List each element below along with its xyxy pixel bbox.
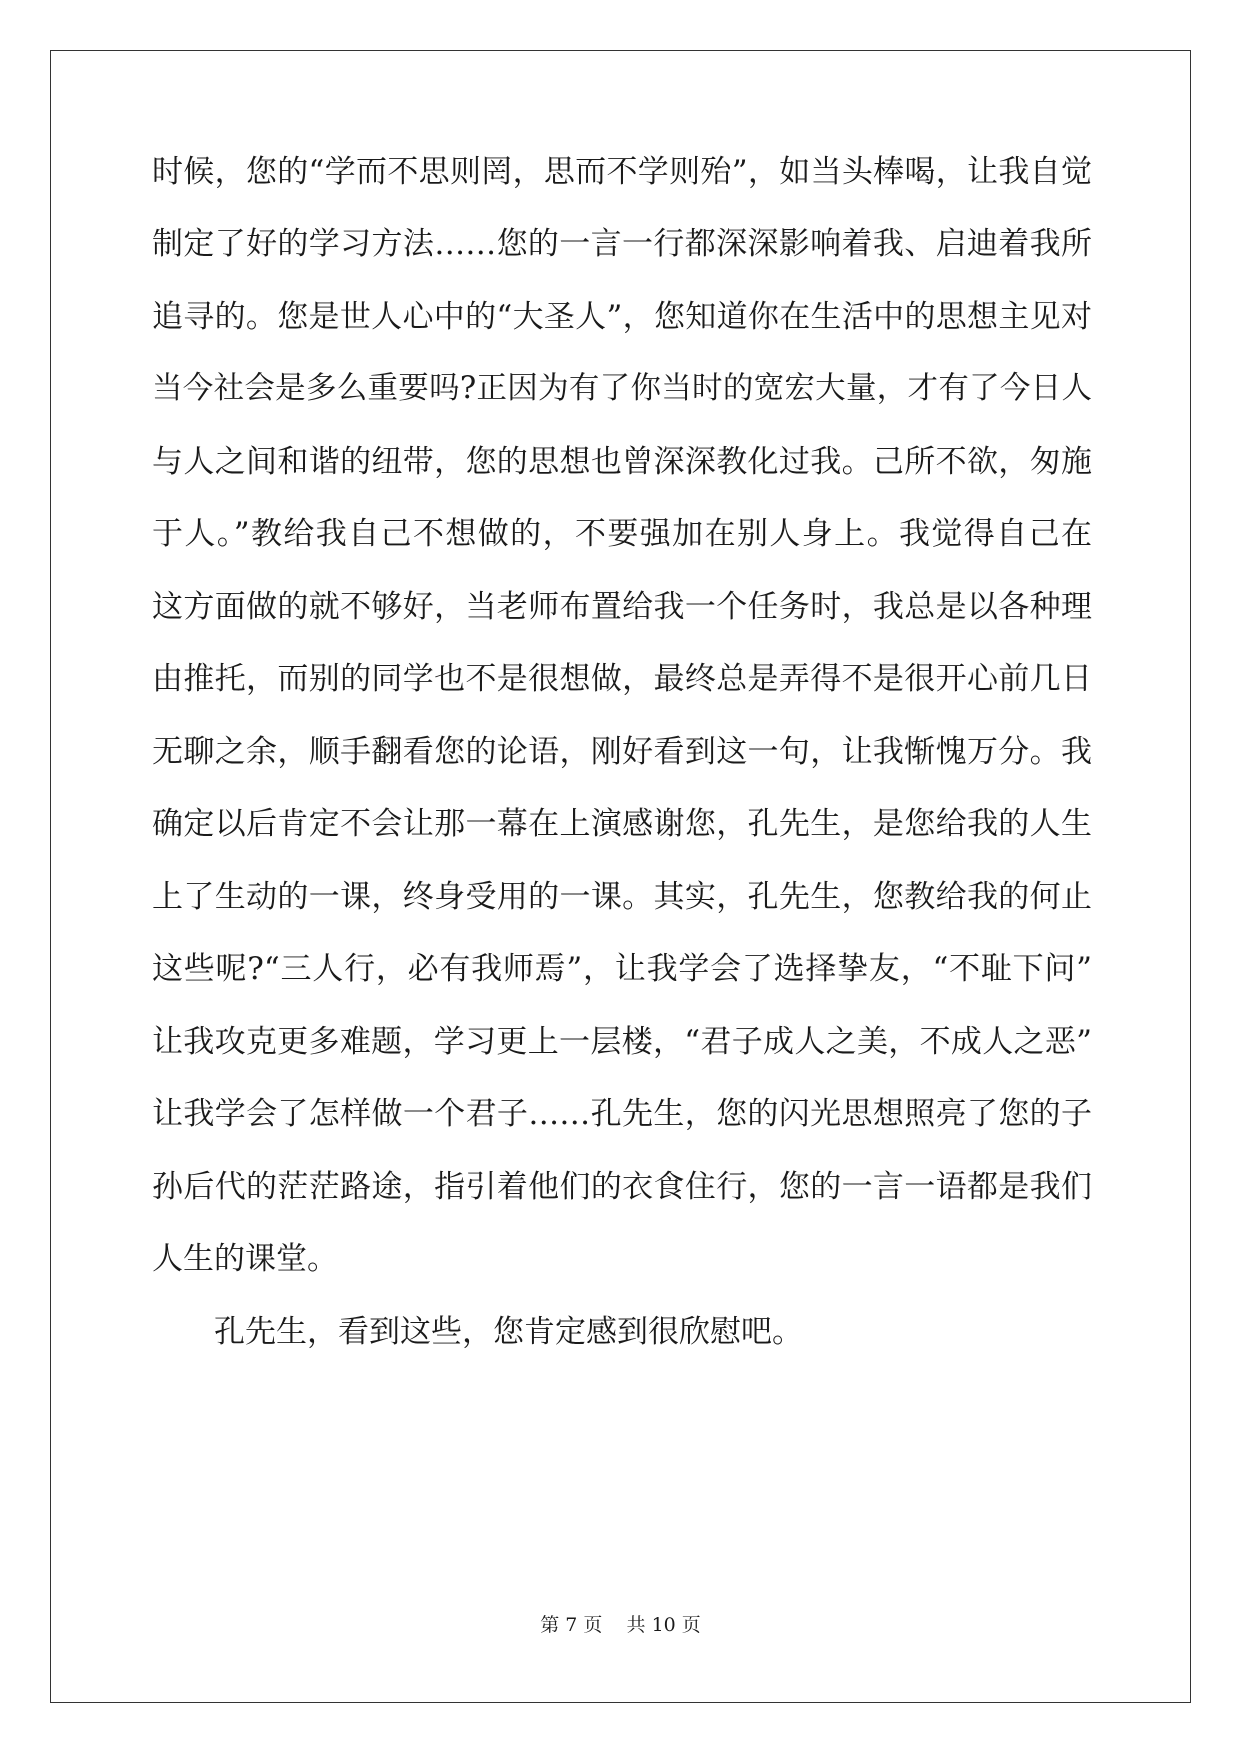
body-text-line: 由推托，而别的同学也不是很想做，最终总是弄得不是很开心前几日 xyxy=(152,661,1092,697)
body-text-line: 上了生动的一课，终身受用的一课。其实，孔先生，您教给我的何止 xyxy=(152,879,1092,915)
body-text-line: 确定以后肯定不会让那一幕在上演感谢您，孔先生，是您给我的人生 xyxy=(152,806,1092,842)
body-text-line: 这些呢?“三人行，必有我师焉”，让我学会了选择挚友，“不耻下问” xyxy=(152,951,1092,987)
body-text-line: 孙后代的茫茫路途，指引着他们的衣食住行，您的一言一语都是我们 xyxy=(152,1169,1092,1205)
body-text-line: 这方面做的就不够好，当老师布置给我一个任务时，我总是以各种理 xyxy=(152,589,1092,625)
body-text-line: 人生的课堂。 xyxy=(152,1241,338,1277)
body-text-line: 让我学会了怎样做一个君子……孔先生，您的闪光思想照亮了您的子 xyxy=(152,1096,1092,1132)
body-text-line: 当今社会是多么重要吗?正因为有了你当时的宽宏大量，才有了今日人 xyxy=(152,371,1092,406)
body-text-line: 无聊之余，顺手翻看您的论语，刚好看到这一句，让我惭愧万分。我 xyxy=(152,734,1092,770)
body-text-line: 让我攻克更多难题，学习更上一层楼，“君子成人之美，不成人之恶” xyxy=(152,1024,1092,1060)
body-text-line: 制定了好的学习方法……您的一言一行都深深影响着我、启迪着我所 xyxy=(152,226,1092,262)
body-text-line: 于人。”教给我自己不想做的，不要强加在别人身上。我觉得自己在 xyxy=(152,516,1092,552)
body-text-line: 与人之间和谐的纽带，您的思想也曾深深教化过我。己所不欲，匆施 xyxy=(152,444,1092,480)
body-text-line: 追寻的。您是世人心中的“大圣人”，您知道你在生活中的思想主见对 xyxy=(152,299,1092,335)
closing-paragraph: 孔先生，看到这些，您肯定感到很欣慰吧。 xyxy=(214,1314,803,1350)
page-number-footer: 第 7 页 共 10 页 xyxy=(540,1614,701,1636)
body-text-line: 时候，您的“学而不思则罔，思而不学则殆”，如当头棒喝，让我自觉 xyxy=(152,154,1092,190)
